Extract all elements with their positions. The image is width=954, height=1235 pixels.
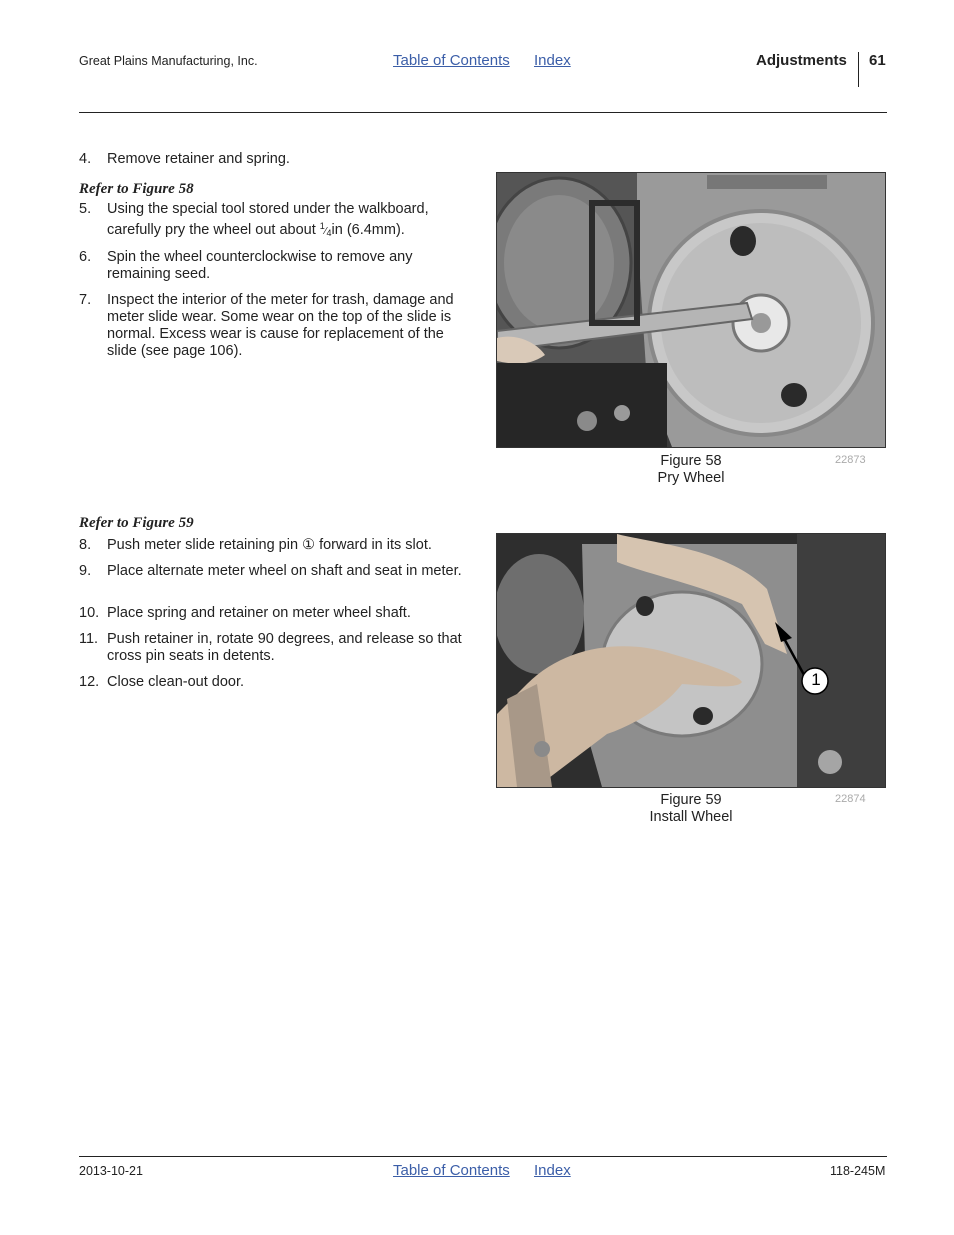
- index-link-top[interactable]: Index: [534, 52, 571, 69]
- figure-59-photo: [496, 533, 886, 788]
- step-text: Place alternate meter wheel on shaft and seat in meter.: [107, 563, 462, 579]
- step-text: Inspect the interior of the meter for trash, damage and meter slide wear. Some wear on the top of the slide is normal. Excess wear is cause for replacement of the slide (see page 106).: [107, 292, 454, 359]
- step-number: 6.: [79, 249, 92, 265]
- footer-date: 2013-10-21: [79, 1164, 143, 1178]
- figure-58-id: 22873: [835, 454, 866, 466]
- index-link-bottom[interactable]: Index: [534, 1162, 571, 1179]
- figure-59-id: 22874: [835, 793, 866, 805]
- step-number: 5.: [79, 201, 92, 217]
- figure-58-title: Pry Wheel: [657, 470, 725, 486]
- step-text: Close clean-out door.: [107, 674, 245, 690]
- footer-doc-number: 118-245M: [830, 1164, 886, 1178]
- page-number: 61: [869, 52, 886, 69]
- section-title: Adjustments: [756, 52, 847, 69]
- step-text: [107, 201, 467, 242]
- figure-58-label: Figure 58: [660, 453, 722, 469]
- refer-figure-58: Refer to Figure 58: [79, 181, 194, 197]
- header-divider: [858, 52, 859, 87]
- step-text: Place spring and retainer on meter wheel shaft.: [107, 605, 411, 621]
- figure-58-caption: [591, 453, 791, 487]
- step-text: Spin the wheel counterclockwise to remove any remaining seed.: [107, 249, 413, 282]
- step-text: Push meter slide retaining pin ① forward in its slot.: [107, 537, 432, 553]
- install-wheel-illustration: [497, 534, 885, 787]
- pry-wheel-illustration: [497, 173, 885, 447]
- toc-link-bottom[interactable]: Table of Contents: [393, 1162, 510, 1179]
- step-number: 9.: [79, 563, 92, 579]
- callout-1: 1: [811, 670, 821, 689]
- step-text-line: Using the special tool stored under the walkboard,: [107, 201, 429, 217]
- company-name: Great Plains Manufacturing, Inc.: [79, 54, 258, 68]
- step-number: 7.: [79, 292, 92, 308]
- step-number: 12.: [79, 674, 100, 690]
- fraction: $^1⁄_4$: [319, 221, 332, 238]
- step-number: 8.: [79, 537, 92, 553]
- toc-link-top[interactable]: Table of Contents: [393, 52, 510, 69]
- step-text-line: in (6.4mm).: [331, 222, 405, 238]
- figure-59-caption: [591, 792, 791, 826]
- figure-58-photo: [496, 172, 886, 448]
- refer-figure-59: Refer to Figure 59: [79, 515, 194, 531]
- step-text-line: carefully pry the wheel out about: [107, 222, 320, 238]
- header-rule: [79, 112, 887, 113]
- step-text: Push retainer in, rotate 90 degrees, and release so that cross pin seats in detents.: [107, 631, 462, 664]
- step-text: Remove retainer and spring.: [107, 151, 290, 167]
- step-number: 10.: [79, 605, 100, 621]
- figure-59-label: Figure 59: [660, 792, 722, 808]
- step-number: 11.: [79, 631, 99, 647]
- figure-59-title: Install Wheel: [649, 809, 733, 825]
- step-number: 4.: [79, 151, 92, 167]
- footer-rule: [79, 1156, 887, 1157]
